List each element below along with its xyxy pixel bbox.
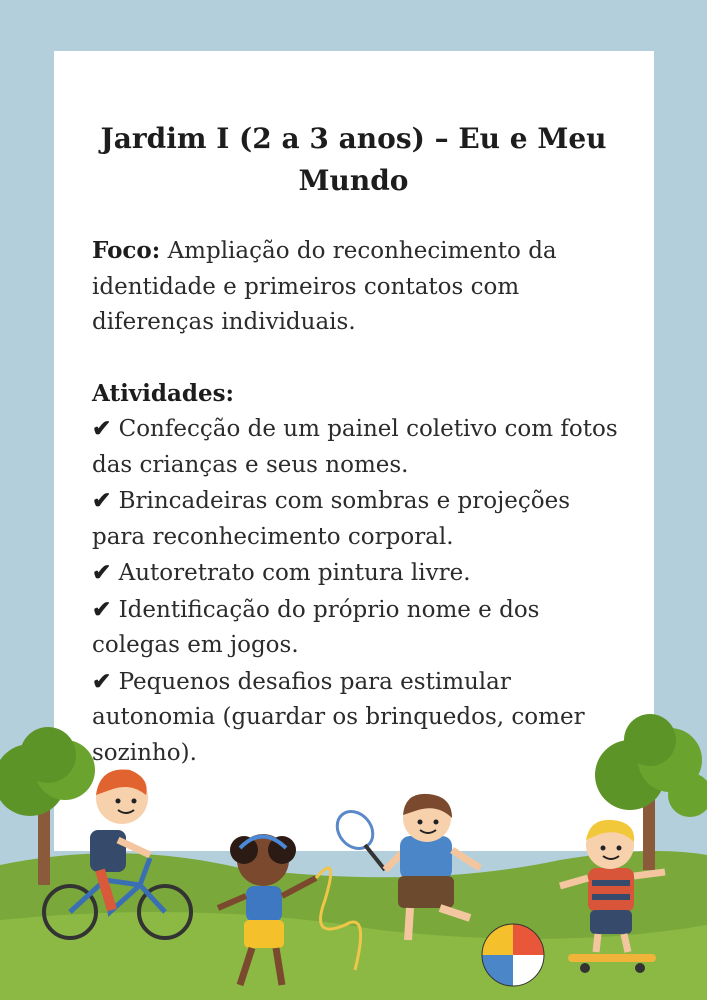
playground-illustration [0,700,707,1000]
beach-ball-illustration [482,924,544,986]
check-icon: ✔ [92,667,112,695]
check-icon: ✔ [92,559,112,586]
page-title: Jardim I (2 a 3 anos) – Eu e Meu Mundo [100,122,607,197]
focus-paragraph [92,233,622,341]
check-icon: ✔ [92,415,112,442]
focus-label: Foco: [92,237,161,264]
check-icon: ✔ [92,487,112,514]
activity-item: ✔ Brincadeiras com sombras e projeções para reconhecimento corporal. [92,487,570,550]
activity-item: ✔ Identificação do próprio nome e dos colegas em jogos. [92,595,540,658]
content-body [92,233,622,771]
activities-label: Atividades: [92,379,235,407]
activity-item: ✔ Autoretrato com pintura livre. [92,559,471,586]
check-icon: ✔ [92,595,112,623]
activity-item: ✔ Confecção de um painel coletivo com fotos das crianças e seus nomes. [92,415,618,478]
focus-text: Ampliação do reconhecimento da identidade e primeiros contatos com diferenças individuais. [92,238,557,335]
activity-item: ✔ Pequenos desafios para estimular autonomia (guardar os brinquedos, comer sozinho). [92,667,585,766]
